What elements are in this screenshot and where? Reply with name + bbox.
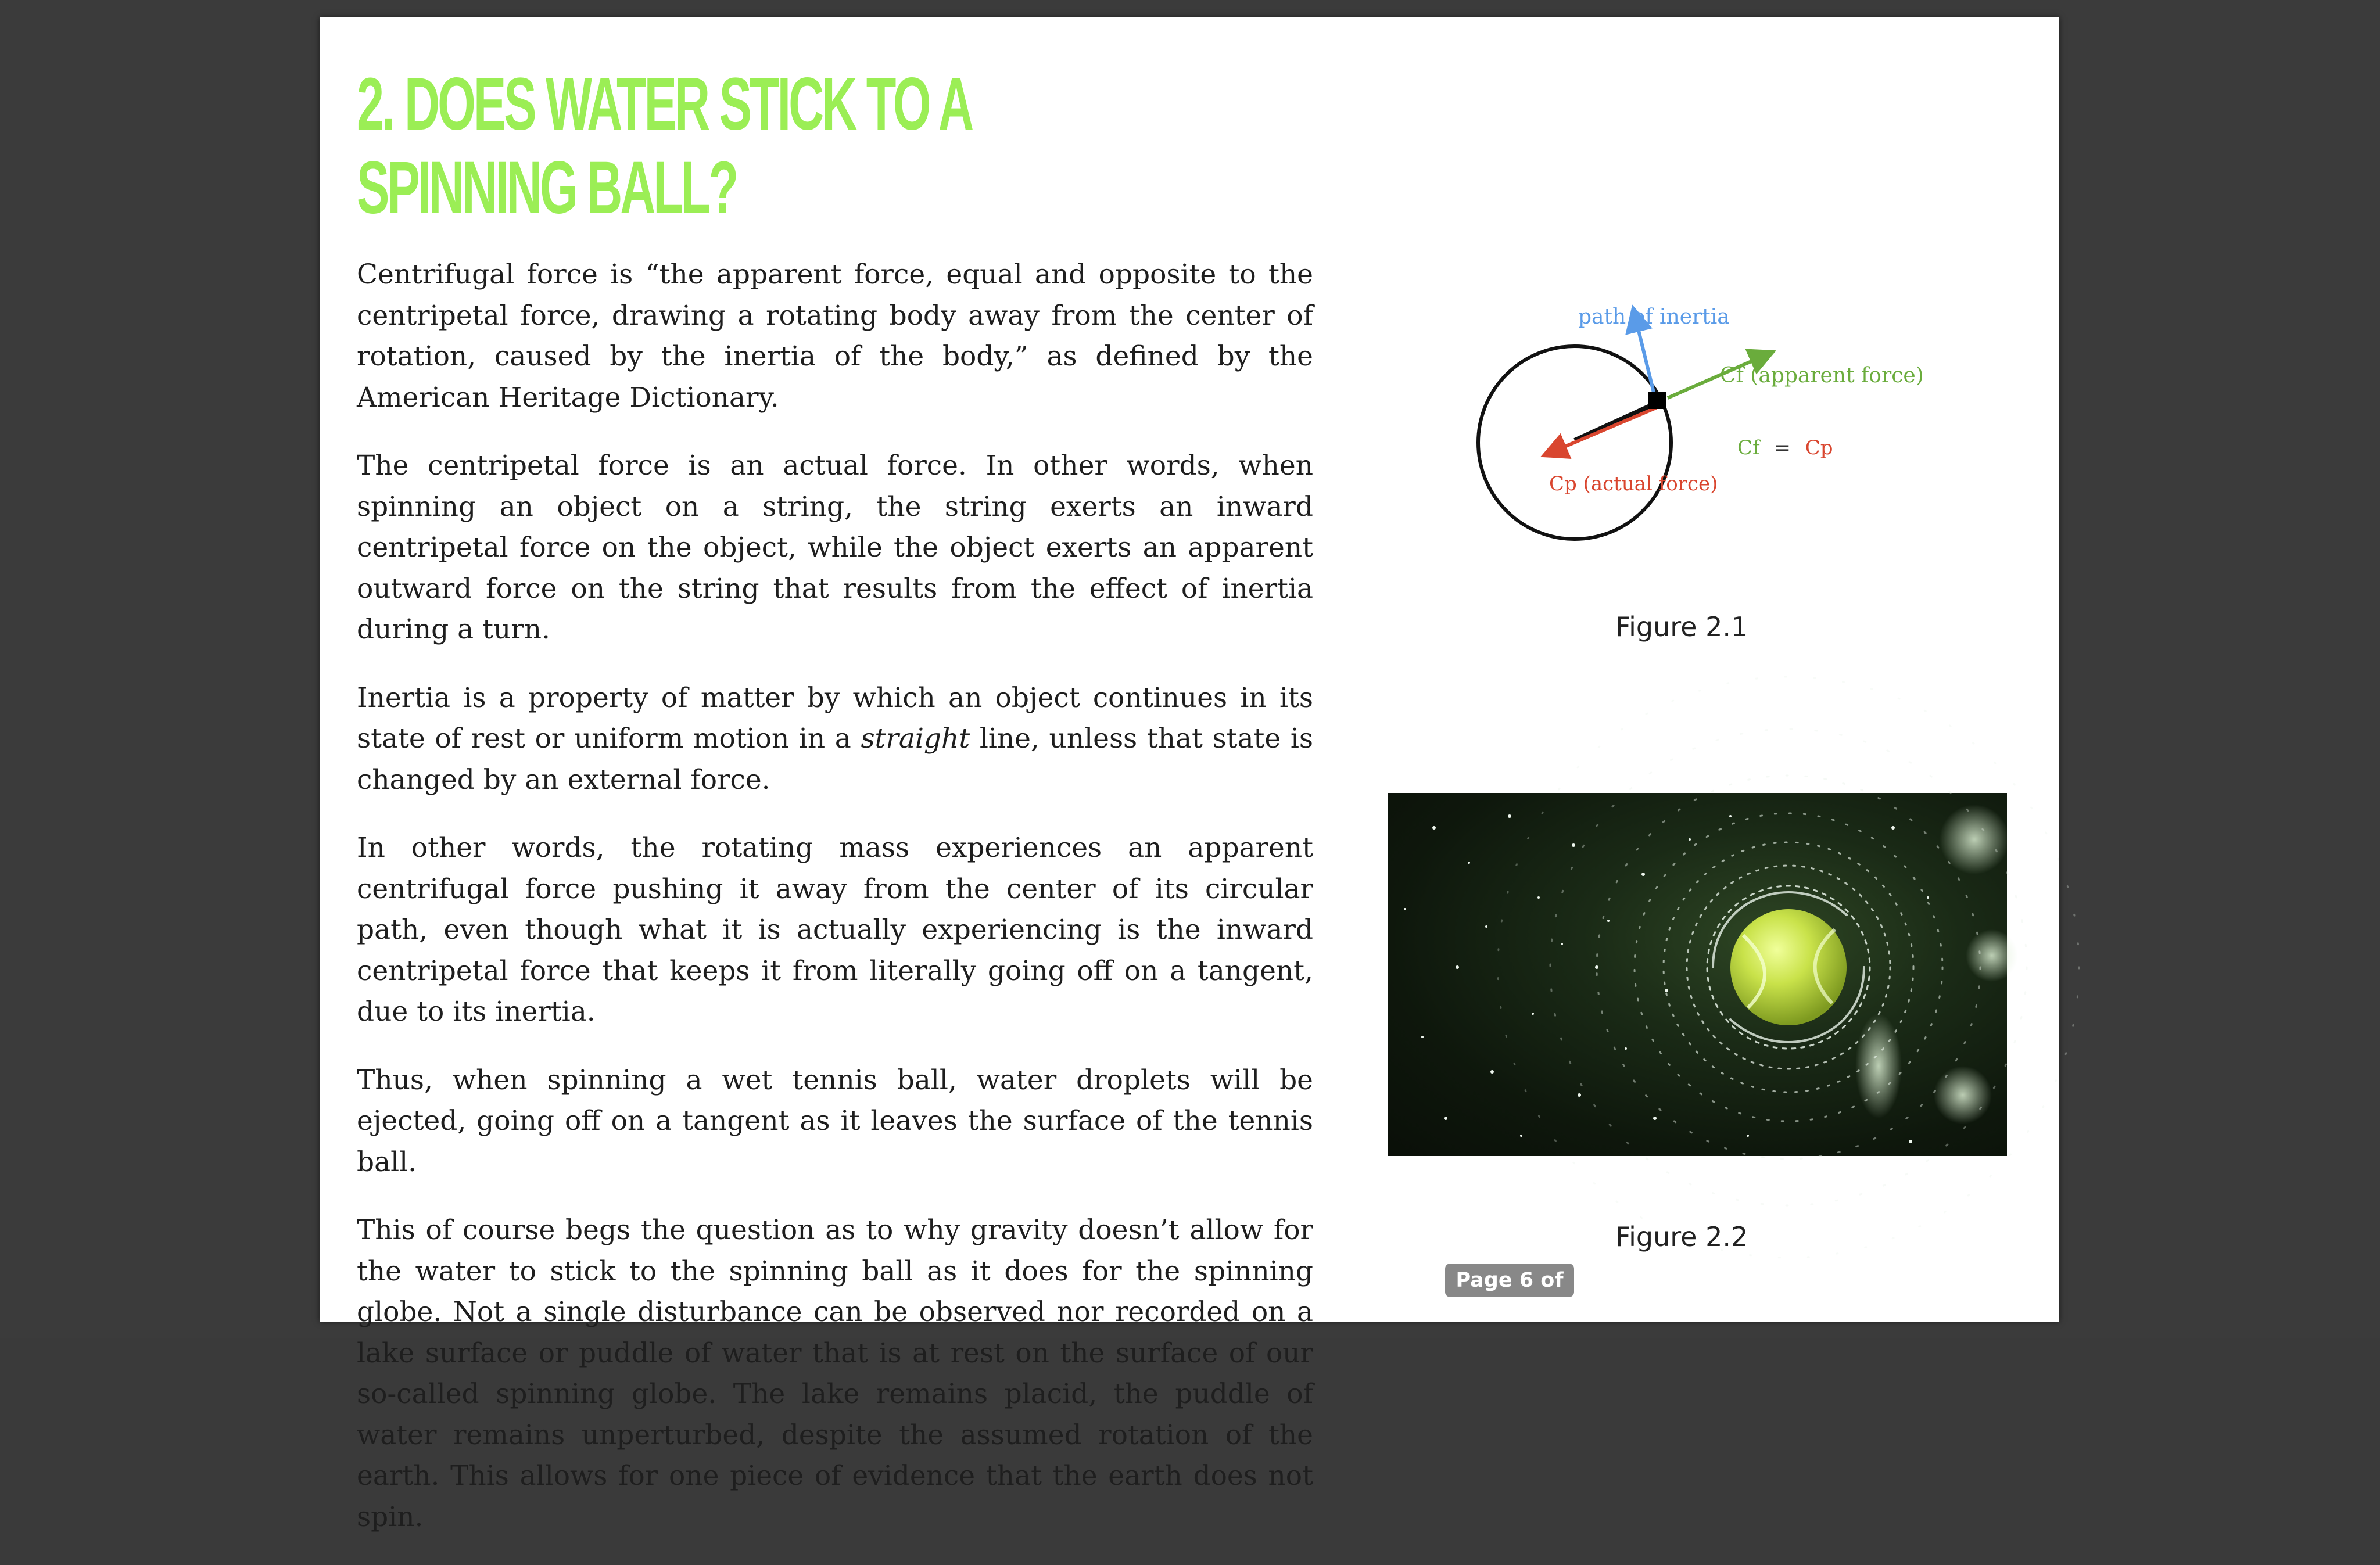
label-path-of-inertia: path of inertia bbox=[1578, 305, 1730, 329]
paragraph: The centripetal force is an actual force. In other words, when spinning an object on a string, the string exerts an inward centripetal force on the object, while the object exerts an apparent outward force on the string that results from the effect of inertia during a turn. bbox=[357, 450, 1313, 645]
paragraph: Centrifugal force is “the apparent force, equal and opposite to the centripetal force, drawing a rotating body away from the center of rotation, caused by the inertia of the body,” as defined by the American Heritage Dictionary. bbox=[357, 259, 1313, 414]
equation bbox=[1737, 436, 1833, 460]
body-text bbox=[357, 254, 1313, 1565]
rotating-mass bbox=[1648, 392, 1666, 409]
equation-left: Cf bbox=[1737, 436, 1760, 460]
label-cp: Cp (actual force) bbox=[1549, 472, 1718, 496]
bokeh-light bbox=[1966, 929, 2018, 982]
equation-right: Cp bbox=[1805, 436, 1833, 460]
figure-caption-2: Figure 2.2 bbox=[1615, 1221, 1748, 1252]
water-droplets bbox=[1404, 814, 1929, 1143]
document-page bbox=[320, 17, 2059, 1533]
paragraph: Thus, when spinning a wet tennis ball, water droplets will be ejected, going off on a tangent as it leaves the surface of the tennis ball. bbox=[357, 1064, 1313, 1178]
equation-sign: = bbox=[1774, 436, 1791, 460]
page-title bbox=[357, 63, 972, 230]
page-indicator: Page 6 of 16 bbox=[1445, 1264, 1574, 1297]
paragraph: In other words, the rotating mass experiences an apparent centrifugal force pushing it away from the center of its circular path, even though what it is actually experiencing is the inward centripetal force that keeps it from literally going off on a tangent, due to its inertia. bbox=[357, 832, 1313, 1028]
force-diagram bbox=[1412, 273, 1993, 598]
paragraph: This of course begs the question as to why gravity doesn’t allow for the water to stick to the spinning ball as it does for the spinning globe. Not a single disturbance can be observed nor recorded on a lake surface or puddle of water that is at rest on the surface of our so-called spinning globe. The lake remains placid, the puddle of water remains unperturbed, despite the assumed rotation of the earth. This allows for one piece of evidence that the earth does not spin. bbox=[357, 1214, 1313, 1533]
figure-caption-1: Figure 2.1 bbox=[1615, 611, 1748, 642]
tennis-ball-photo bbox=[1388, 793, 2007, 1156]
photo-illustration bbox=[1388, 793, 2007, 1156]
emphasis-text: straight bbox=[861, 723, 970, 755]
bokeh-light bbox=[1934, 1066, 1992, 1124]
paragraph-text: line, unless that state is changed by an external force. bbox=[357, 723, 1313, 796]
paragraph-text: Inertia is a property of matter by which an object continues in its state of rest or uniform motion in a bbox=[357, 681, 1313, 755]
bokeh-light bbox=[1855, 1014, 1902, 1118]
title-line-1: 2. DOES WATER STICK TO A bbox=[357, 63, 972, 146]
label-cf: Cf (apparent force) bbox=[1720, 364, 1924, 387]
cp-arrow bbox=[1547, 408, 1656, 454]
title-line-2: SPINNING BALL? bbox=[357, 146, 737, 229]
figure-2-1 bbox=[1412, 273, 1993, 598]
string-line bbox=[1575, 403, 1656, 440]
paragraph bbox=[357, 678, 1313, 801]
